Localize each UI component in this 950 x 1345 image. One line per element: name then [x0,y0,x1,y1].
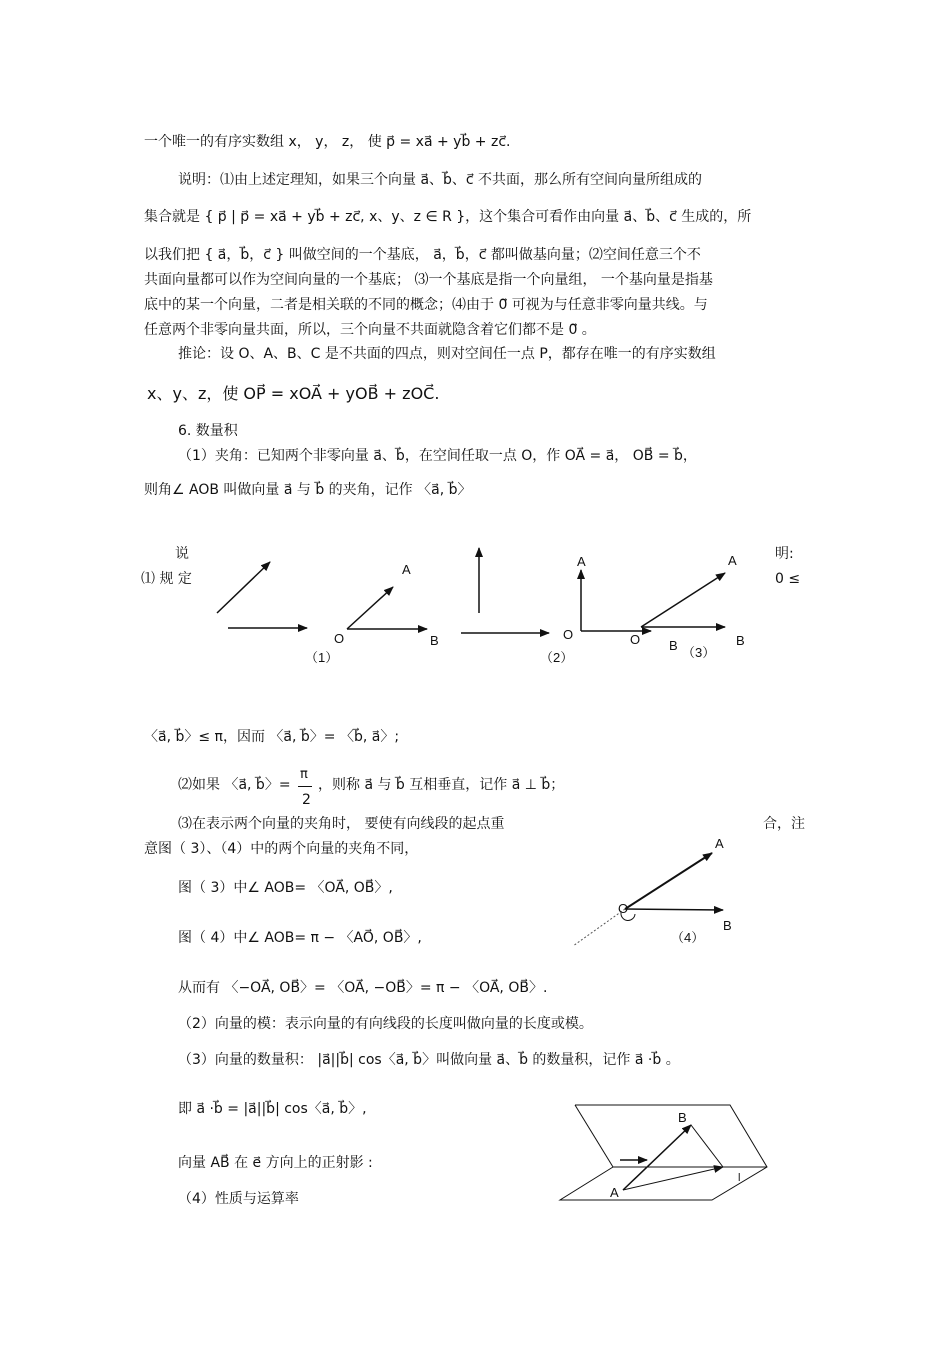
text-line-23: （3）向量的数量积： |a⃗||b⃗| cos〈a⃗, b⃗〉叫做向量 a⃗、b⃗ 的数量积，记作 a⃗ ·b⃗ 。 [178,1052,680,1068]
text-line-25: 向量 AB⃗ 在 e⃗ 方向上的正射影 : [178,1155,373,1171]
fig3-vector-oa [641,573,725,627]
text-line-5: 共面向量都可以作为空间向量的一个基底； ⑶一个基底是指一个向量组， 一个基向量是指基 [144,272,713,288]
perpendicular-line [691,1125,723,1167]
vector-projection [623,1167,723,1190]
fig1-vector-oa [347,587,393,629]
text-line-16a: ⑵如果 〈a⃗, b⃗〉= [178,777,291,793]
fig3-label-a: A [728,553,737,568]
fig2-label-o: O [563,627,574,642]
fig2-label-a: A [577,554,586,569]
text-line-14b: 0 ≤ [775,571,801,587]
fig2-caption: （2） [540,650,574,665]
text-line-11: （1）夹角：已知两个非零向量 a⃗、b⃗，在空间任取一点 O，作 OA⃗ = a⃗， OB⃗ = b⃗， [178,448,697,464]
fig1-label-a: A [402,562,411,577]
fig3-label-b2: B [736,633,745,648]
fraction-pi: π [300,767,308,782]
fig4-caption: （4） [671,930,705,945]
projection-figure [555,1095,775,1205]
text-line-24: 即 a⃗ ·b⃗ = |a⃗||b⃗| cos〈a⃗, b⃗〉, [178,1101,367,1117]
fig3-label-o: O [630,632,641,647]
fig1-label-b: B [430,633,439,648]
fig3-caption: （3） [682,645,716,660]
fraction-bar [298,786,312,787]
fig3-label-b: B [669,638,678,653]
proj-label-b: B [678,1110,687,1125]
text-line-22: （2）向量的模：表示向量的有向线段的长度叫做向量的长度或模。 [178,1016,593,1032]
text-line-18: 意图（ 3）、（4）中的两个向量的夹角不同， [144,841,419,857]
proj-label-l: l [738,1172,741,1184]
text-line-16b: ，则称 a⃗ 与 b⃗ 互相垂直，记作 a⃗ ⊥ b⃗； [318,777,565,793]
text-line-1: 一个唯一的有序实数组 x， y， z， 使 p⃗ = xa⃗ + yb⃗ + zc⃗. [144,134,511,150]
section-heading-6: 6. 数量积 [178,423,238,439]
angle-figures-1-2-3 [195,540,765,675]
text-line-13a: 说 [175,546,189,562]
text-line-3: 集合就是 { p⃗ | p⃗ = xa⃗ + yb⃗ + zc⃗, x、y、z ∈ R }，这个集合可看作由向量 a⃗、b⃗、c⃗ 生成的，所 [144,209,752,225]
text-line-7: 任意两个非零向量共面，所以，三个向量不共面就隐含着它们都不是 0⃗ 。 [144,322,596,338]
text-line-4: 以我们把 { a⃗，b⃗，c⃗ } 叫做空间的一个基底， a⃗，b⃗，c⃗ 都叫做基向量；⑵空间任意三个不 [144,247,701,263]
fig1-label-o: O [334,631,345,646]
fig4-vector-oa [625,853,712,909]
text-line-17b: 合，注 [763,816,805,832]
text-line-12: 则角∠ AOB 叫做向量 a⃗ 与 b⃗ 的夹角，记作 〈a⃗, b⃗〉 [144,482,472,498]
fraction-two: 2 [302,792,311,808]
plane-outline [560,1105,767,1200]
text-line-6: 底中的某一个向量，二者是相关联的不同的概念；⑷由于 0⃗ 可视为与任意非零向量共线。与 [144,297,708,313]
text-line-8: 推论：设 O、A、B、C 是不共面的四点，则对空间任一点 P，都存在唯一的有序实数组 [178,346,716,362]
fig4-vector-ob [625,909,723,910]
fig4-label-a: A [715,836,724,851]
text-line-17a: ⑶在表示两个向量的夹角时， 要使有向线段的起点重 [178,816,505,832]
vector-ab [623,1125,691,1190]
text-line-14a: ⑴ 规 定 [141,571,192,587]
text-line-9: x、y、z，使 OP⃗ = xOA⃗ + yOB⃗ + zOC⃗. [147,384,440,403]
fig1-vector-a [217,562,270,613]
text-line-2: 说明：⑴由上述定理知，如果三个向量 a⃗、b⃗、c⃗ 不共面，那么所有空间向量所组成的 [178,172,703,188]
plane-fold-left [575,1105,613,1167]
text-line-13b: 明: [775,546,794,562]
text-line-26: （4）性质与运算率 [178,1191,299,1207]
text-line-19: 图（ 3）中∠ AOB= 〈OA⃗, OB⃗〉, [178,880,393,896]
text-line-20: 图（ 4）中∠ AOB= π − 〈AO⃗, OB⃗〉, [178,930,422,946]
text-line-15: 〈a⃗, b⃗〉≤ π，因而 〈a⃗, b⃗〉= 〈b⃗, a⃗〉; [144,729,400,745]
fig4-label-b: B [723,918,732,933]
proj-label-a: A [610,1185,619,1200]
fig4-label-o: O [618,901,629,916]
fig1-caption: （1） [305,650,339,665]
angle-figure-4 [565,830,755,955]
text-line-21: 从而有 〈−OA⃗, OB⃗〉= 〈OA⃗, −OB⃗〉= π − 〈OA⃗, OB⃗〉. [178,980,548,996]
